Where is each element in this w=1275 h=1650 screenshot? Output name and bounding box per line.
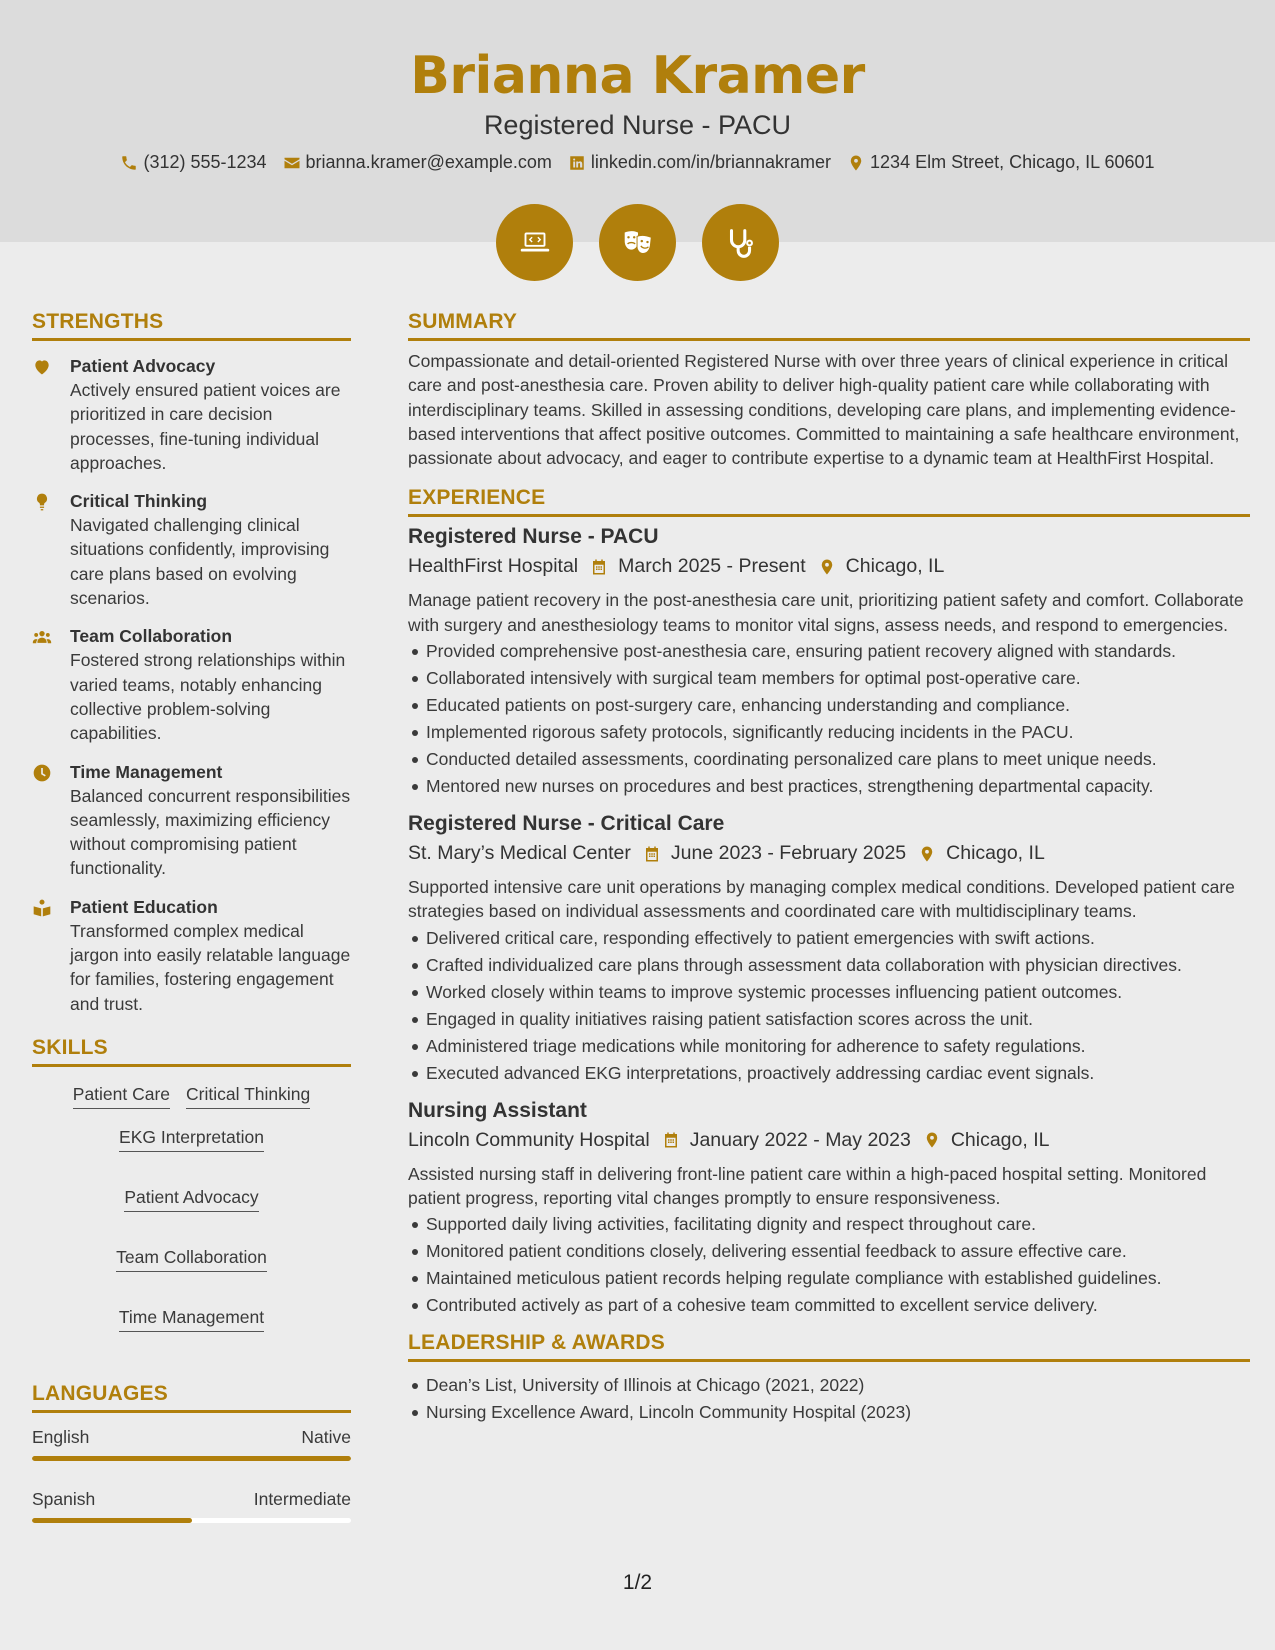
list-item: Supported daily living activities, facilitating dignity and respect throughout care. — [408, 1211, 1250, 1238]
job-entry — [408, 1099, 1250, 1320]
job-description: Assisted nursing staff in delivering front-line patient care within a high-paced hospital setting. Monitored patient progress, reporting vital changes promptly to ensure responsiveness. — [408, 1163, 1207, 1208]
job-title: Registered Nurse - PACU — [408, 525, 659, 549]
list-item: Implemented rigorous safety protocols, significantly reducing incidents in the PACU. — [408, 719, 1250, 746]
strength-item — [32, 354, 351, 475]
strength-item — [32, 489, 351, 610]
strength-title: Patient Education — [70, 896, 218, 917]
map-pin-icon — [923, 1131, 941, 1149]
page-number: 1/2 — [622, 1571, 653, 1594]
list-item: Educated patients on post-surgery care, enhancing understanding and compliance. — [408, 692, 1250, 719]
strength-item — [32, 624, 351, 745]
stethoscope-icon — [722, 224, 760, 262]
list-item: Contributed actively as part of a cohesive team committed to excellent service delivery. — [408, 1292, 1250, 1319]
map-pin-icon — [847, 154, 865, 172]
strength-item — [32, 760, 351, 881]
job-employer: St. Mary’s Medical Center — [408, 842, 631, 865]
language-bar — [32, 1456, 351, 1461]
stethoscope-badge — [702, 204, 779, 281]
language-item — [32, 1489, 351, 1523]
lightbulb-icon — [32, 492, 52, 512]
strength-title: Team Collaboration — [70, 626, 233, 647]
awards-list — [408, 1370, 1250, 1426]
calendar-icon — [643, 845, 661, 863]
strength-desc: Navigated challenging clinical situations confidently, improvising care plans based on evolving scenarios. — [70, 515, 330, 609]
strength-desc: Balanced concurrent responsibilities seamlessly, maximizing efficiency without compromising patient functionality. — [70, 785, 351, 879]
contact-email[interactable] — [283, 152, 552, 173]
language-bar-fill — [32, 1456, 351, 1461]
right-column — [408, 310, 1250, 1426]
list-item: Delivered critical care, responding effectively to patient emergencies with swift actions. — [408, 925, 1250, 952]
laptop-code-icon — [516, 224, 554, 262]
left-column — [32, 310, 351, 1551]
candidate-title: Registered Nurse - PACU — [483, 110, 792, 140]
list-item: Maintained meticulous patient records helping regulate compliance with established guidelines. — [408, 1265, 1250, 1292]
users-icon — [32, 627, 52, 647]
linkedin-link[interactable]: linkedin.com/in/briannakramer — [590, 152, 832, 172]
job-bullets — [408, 925, 1250, 1087]
job-location: Chicago, IL — [845, 555, 945, 578]
job-employer: Lincoln Community Hospital — [408, 1128, 650, 1151]
strength-title: Critical Thinking — [70, 491, 208, 512]
language-bar — [32, 1518, 351, 1523]
job-title: Nursing Assistant — [408, 1098, 587, 1122]
list-item: Administered triage medications while monitoring for adherence to safety regulations. — [408, 1033, 1250, 1060]
contact-bar — [0, 152, 1275, 173]
strengths-list — [32, 349, 351, 1016]
linkedin-icon — [568, 154, 586, 172]
skill-tag: Team Collaboration — [116, 1246, 267, 1272]
list-item: Mentored new nurses on procedures and best practices, strengthening departmental capacity. — [408, 773, 1250, 800]
list-item: Dean’s List, University of Illinois at Chicago (2021, 2022) — [408, 1372, 1250, 1399]
heart-icon — [32, 357, 52, 377]
map-pin-icon — [918, 845, 936, 863]
contact-address — [847, 152, 1155, 173]
job-meta — [408, 842, 1250, 865]
candidate-name: Brianna Kramer — [410, 46, 865, 106]
job-meta — [408, 1129, 1250, 1152]
map-pin-icon — [818, 558, 836, 576]
contact-phone — [120, 152, 266, 173]
job-dates: June 2023 - February 2025 — [670, 842, 907, 865]
job-bullets — [408, 638, 1250, 800]
skill-tag: EKG Interpretation — [119, 1126, 264, 1152]
list-item: Provided comprehensive post-anesthesia care, ensuring patient recovery aligned with standards. — [408, 638, 1250, 665]
language-name: Spanish — [32, 1488, 96, 1509]
strength-item — [32, 895, 351, 1016]
list-item: Conducted detailed assessments, coordinating personalized care plans to meet unique needs. — [408, 746, 1250, 773]
envelope-icon — [283, 154, 301, 172]
skills-list — [32, 1075, 351, 1332]
job-location: Chicago, IL — [946, 842, 1045, 865]
list-item: Nursing Excellence Award, Lincoln Community Hospital (2023) — [408, 1399, 1250, 1426]
skill-tag: Patient Care — [73, 1083, 170, 1109]
job-dates: March 2025 - Present — [618, 555, 806, 578]
list-item: Crafted individualized care plans through assessment data collaboration with physician directives. — [408, 952, 1250, 979]
phone-text: (312) 555-1234 — [143, 152, 267, 172]
language-name: English — [32, 1426, 90, 1447]
book-reader-icon — [32, 898, 52, 918]
job-description: Manage patient recovery in the post-anesthesia care unit, prioritizing patient safety and comfort. Collaborate with surgery and anesthesiology teams to monitor vital signs, assess needs, and respond to emergencies. — [408, 590, 1244, 635]
address-text: 1234 Elm Street, Chicago, IL 60601 — [870, 152, 1155, 172]
list-item: Worked closely within teams to improve systemic processes influencing patient outcomes. — [408, 979, 1250, 1006]
skills-heading: SKILLS — [32, 1036, 351, 1067]
job-bullets — [408, 1211, 1250, 1319]
skill-tag: Patient Advocacy — [124, 1186, 258, 1212]
strength-title: Time Management — [70, 761, 223, 782]
summary-text: Compassionate and detail-oriented Registered Nurse with over three years of clinical experience in critical care and post-anesthesia care. Proven ability to deliver high-quality patient care while collaborating with interdisciplinary teams. Skilled in assessing conditions, developing care plans, and implementing evidence-based interventions that affect positive outcomes. Committed to maintaining a safe healthcare environment, passionate about advocacy, and eager to contribute expertise to a dynamic team at HealthFirst Hospital. — [408, 351, 1240, 469]
awards-heading: LEADERSHIP & AWARDS — [408, 1331, 1250, 1362]
calendar-icon — [662, 1131, 680, 1149]
skill-tag: Time Management — [119, 1306, 264, 1332]
strength-desc: Actively ensured patient voices are prioritized in care decision processes, fine-tuning individual approaches. — [70, 380, 341, 473]
phone-icon — [120, 154, 138, 172]
skill-tag: Critical Thinking — [186, 1083, 310, 1109]
summary-heading: SUMMARY — [408, 310, 1250, 341]
language-level: Native — [301, 1426, 351, 1447]
strength-title: Patient Advocacy — [70, 356, 216, 376]
strengths-heading: STRENGTHS — [32, 310, 351, 341]
job-description: Supported intensive care unit operations by managing complex medical conditions. Developed patient care strategies based on individual assessments and coordinated care with multidisciplinary teams. — [408, 877, 1235, 922]
strength-desc: Transformed complex medical jargon into easily relatable language for families, fostering engagement and trust. — [70, 920, 351, 1014]
job-entry — [408, 525, 1250, 800]
language-level: Intermediate — [253, 1488, 351, 1509]
experience-heading: EXPERIENCE — [408, 486, 1250, 517]
strength-desc: Fostered strong relationships within varied teams, notably enhancing collective problem-solving capabilities. — [70, 650, 346, 744]
job-location: Chicago, IL — [950, 1128, 1050, 1151]
theater-masks-badge — [599, 204, 676, 281]
list-item: Collaborated intensively with surgical team members for optimal post-operative care. — [408, 665, 1250, 692]
language-item — [32, 1427, 351, 1461]
language-bar-fill — [32, 1518, 192, 1523]
languages-heading: LANGUAGES — [32, 1382, 351, 1413]
list-item: Executed advanced EKG interpretations, proactively addressing cardiac event signals. — [408, 1060, 1250, 1087]
list-item: Engaged in quality initiatives raising patient satisfaction scores across the unit. — [408, 1006, 1250, 1033]
job-meta — [408, 555, 1250, 578]
laptop-code-badge — [496, 204, 573, 281]
header-icon-row — [0, 204, 1275, 281]
job-entry — [408, 812, 1250, 1087]
clock-icon — [32, 763, 52, 783]
theater-masks-icon — [619, 224, 657, 262]
job-dates: January 2022 - May 2023 — [689, 1128, 911, 1151]
calendar-icon — [590, 558, 608, 576]
email-link[interactable]: brianna.kramer@example.com — [305, 152, 552, 172]
contact-linkedin[interactable] — [568, 152, 831, 173]
list-item: Monitored patient conditions closely, delivering essential feedback to assure effective care. — [408, 1238, 1250, 1265]
job-employer: HealthFirst Hospital — [408, 555, 579, 578]
job-title: Registered Nurse - Critical Care — [408, 812, 725, 836]
